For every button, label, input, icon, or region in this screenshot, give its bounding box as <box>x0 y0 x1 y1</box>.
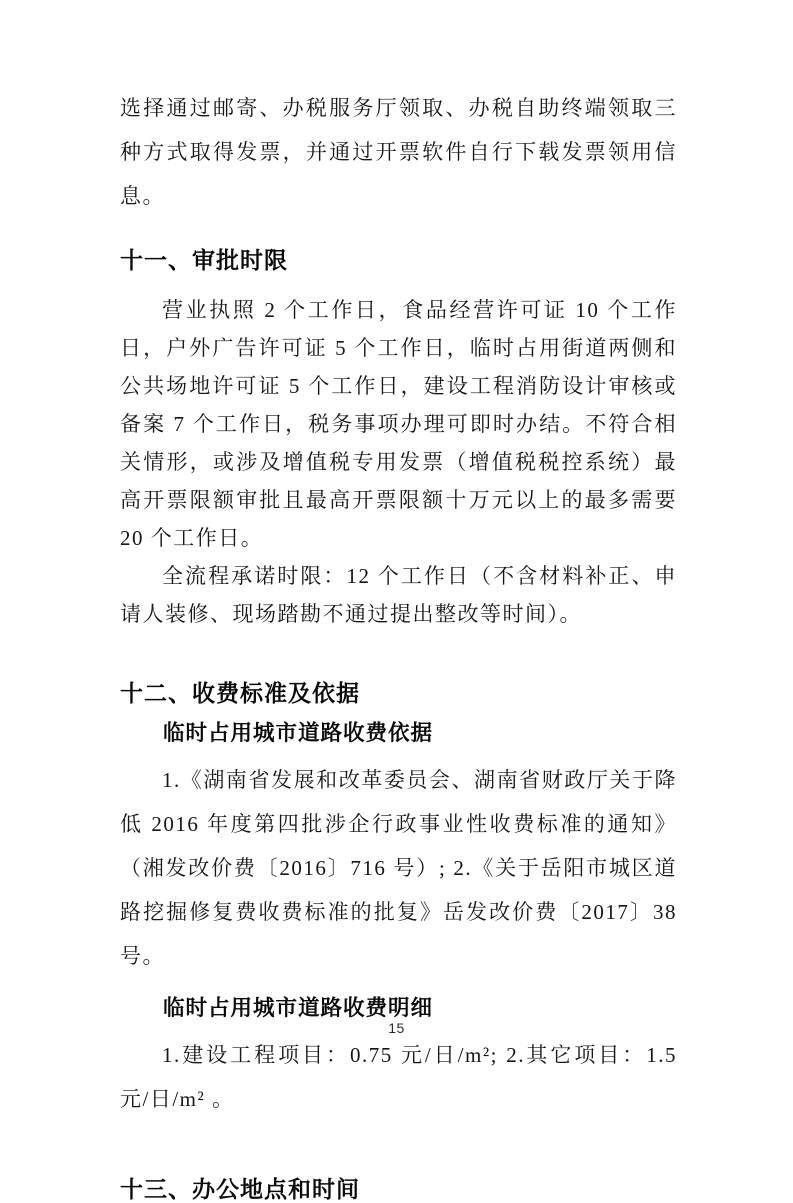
section-12-heading: 十二、收费标准及依据 <box>120 680 360 706</box>
section-11-paragraph-1: 营业执照 2 个工作日，食品经营许可证 10 个工作日，户外广告许可证 5 个工作日，临时占用街道两侧和公共场地许可证 5 个工作日，建设工程消防设计审核或备案 7 个工作日，税务事项办理可即时办结。不符合相关情形，或涉及增值税专用发票（增值税税控系统）最高开票限额审批且最高开票限额十万元以上的最多需要 20 个工作日。 <box>120 298 677 550</box>
subheading-road-fee-detail: 临时占用城市道路收费明细 <box>163 996 434 1020</box>
section-13-heading: 十三、办公地点和时间 <box>120 1176 360 1202</box>
section-11-heading: 十一、审批时限 <box>120 247 288 273</box>
subheading-road-fee-basis: 临时占用城市道路收费依据 <box>163 721 434 745</box>
road-fee-detail-paragraph: 1.建设工程项目：0.75 元/日/m²; 2.其它项目：1.5 元/日/m² 。 <box>120 1043 677 1111</box>
intro-paragraph: 选择通过邮寄、办税服务厅领取、办税自助终端领取三种方式取得发票，并通过开票软件自行下载发票领用信息。 <box>120 96 677 208</box>
page-number: 15 <box>388 1020 405 1036</box>
section-11-paragraph-2: 全流程承诺时限：12 个工作日（不含材料补正、申请人装修、现场踏勘不通过提出整改等时间）。 <box>120 564 677 626</box>
road-fee-basis-paragraph: 1.《湖南省发展和改革委员会、湖南省财政厅关于降低 2016 年度第四批涉企行政事业性收费标准的通知》（湘发改价费〔2016〕716 号）; 2.《关于岳阳市城区道路挖掘修复费收费标准的批复》岳发改价费〔2017〕38 号。 <box>120 768 677 968</box>
